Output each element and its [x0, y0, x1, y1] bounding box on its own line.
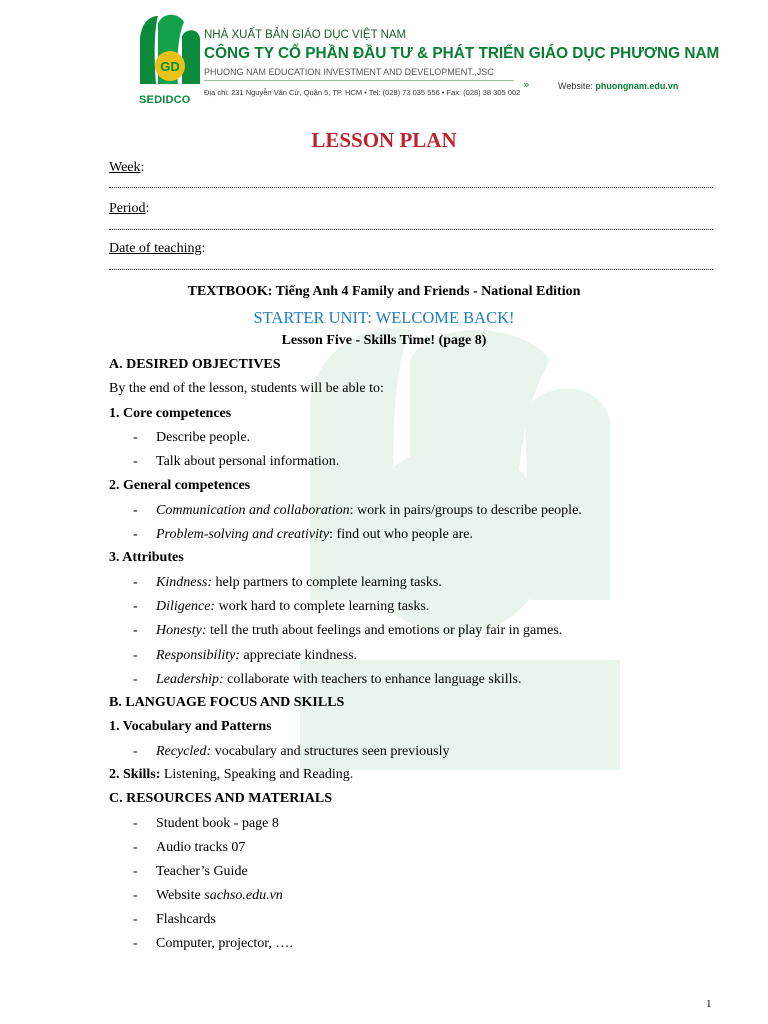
week-field: Week:: [109, 160, 145, 175]
website: [558, 81, 678, 91]
item-label: Kindness:: [156, 575, 212, 590]
list-item: - Flashcards: [133, 912, 216, 927]
skills-text: Listening, Speaking and Reading.: [160, 767, 354, 782]
item-text: appreciate kindness.: [240, 648, 358, 663]
website-label: Website:: [558, 81, 593, 91]
lesson-title: Lesson Five - Skills Time! (page 8): [281, 333, 487, 348]
list-item: - Leadership: collaborate with teachers to enhance language skills.: [133, 672, 522, 687]
general-competences-heading: 2. General competences: [109, 478, 251, 493]
core-competences-heading: 1. Core competences: [109, 406, 232, 421]
textbook-label: TEXTBOOK:: [187, 284, 273, 299]
date-dotted-line[interactable]: [109, 269, 713, 270]
arrow-icon: »: [523, 78, 530, 91]
item-text: tell the truth about feelings and emotions or play fair in games.: [206, 623, 563, 638]
header-divider: [204, 80, 514, 81]
logo-text: SEDIDCO: [139, 94, 191, 106]
letterhead: [138, 10, 720, 110]
list-item: - Kindness: help partners to complete learning tasks.: [133, 575, 442, 590]
objectives-intro: By the end of the lesson, students will be able to:: [109, 381, 384, 396]
resource-text: Computer, projector, ….: [156, 936, 293, 951]
skills-label: 2. Skills:: [109, 767, 161, 782]
textbook-title: Tiếng Anh 4 Family and Friends - National Edition: [275, 284, 581, 299]
item-label: Problem-solving and creativity: [156, 527, 330, 542]
period-dotted-line[interactable]: [109, 229, 713, 230]
vocabulary-heading: 1. Vocabulary and Patterns: [109, 719, 272, 734]
company-name-en: PHUONG NAM EDUCATION INVESTMENT AND DEVELOPMENT.,JSC: [204, 67, 494, 77]
sedidco-logo-icon: [138, 10, 202, 100]
item-label: Recycled:: [156, 744, 212, 759]
page-title: LESSON PLAN: [311, 128, 457, 152]
section-b-heading: B. LANGUAGE FOCUS AND SKILLS: [109, 695, 345, 710]
list-item: - Honesty: tell the truth about feelings and emotions or play fair in games.: [133, 623, 563, 638]
section-a-heading: A. DESIRED OBJECTIVES: [109, 357, 281, 372]
period-label: Period: [109, 201, 146, 216]
item-text: : work in pairs/groups to describe people.: [349, 503, 582, 518]
website-url[interactable]: phuongnam.edu.vn: [595, 81, 679, 91]
attributes-heading: 3. Attributes: [109, 550, 184, 565]
resource-text: Student book - page 8: [156, 816, 279, 831]
item-label: Diligence:: [156, 599, 216, 614]
resource-text: Audio tracks 07: [156, 840, 246, 855]
week-label: Week: [109, 160, 141, 175]
item-text: work hard to complete learning tasks.: [215, 599, 430, 614]
section-c-heading: C. RESOURCES AND MATERIALS: [109, 791, 333, 806]
item-text: help partners to complete learning tasks.: [212, 575, 442, 590]
item-text: : find out who people are.: [329, 527, 473, 542]
item-label: Responsibility:: [156, 648, 240, 663]
resource-text: Website: [156, 888, 205, 903]
resource-text: Flashcards: [156, 912, 216, 927]
item-label: Communication and collaboration: [156, 503, 350, 518]
list-item: - Audio tracks 07: [133, 840, 246, 855]
list-item: - Computer, projector, ….: [133, 936, 293, 951]
list-item: - Talk about personal information.: [133, 454, 340, 469]
address-line: Địa chỉ: 231 Nguyễn Văn Cừ, Quận 5, TP. HCM • Tel: (028) 73 035 556 • Fax: (028) 38 305 002: [204, 88, 521, 97]
skills-line: [109, 767, 353, 783]
item-label: Leadership:: [156, 672, 224, 687]
textbook-line: [0, 284, 768, 300]
list-item: - Diligence: work hard to complete learning tasks.: [133, 599, 430, 614]
date-label: Date of teaching: [109, 241, 202, 256]
list-item: - Problem-solving and creativity: find out who people are.: [133, 527, 473, 542]
item-text: vocabulary and structures seen previously: [211, 744, 450, 759]
resource-text: Teacher’s Guide: [156, 864, 248, 879]
unit-title: STARTER UNIT: WELCOME BACK!: [253, 308, 515, 327]
list-item: - Communication and collaboration: work in pairs/groups to describe people.: [133, 503, 582, 518]
date-field: Date of teaching:: [109, 241, 206, 256]
week-dotted-line[interactable]: [109, 187, 713, 188]
page-number: 1: [706, 998, 712, 1010]
item-label: Honesty:: [156, 623, 207, 638]
list-item: - Teacher’s Guide: [133, 864, 248, 879]
item-text: collaborate with teachers to enhance language skills.: [223, 672, 522, 687]
period-field: Period:: [109, 201, 150, 216]
list-item: - Responsibility: appreciate kindness.: [133, 648, 358, 663]
resource-link[interactable]: sachso.edu.vn: [204, 888, 283, 903]
list-item: - Student book - page 8: [133, 816, 279, 831]
core-item-text: Talk about personal information.: [156, 454, 340, 469]
list-item: - Describe people.: [133, 430, 251, 445]
publisher-name: NHÀ XUẤT BẢN GIÁO DỤC VIỆT NAM: [204, 29, 407, 41]
company-name: CÔNG TY CỔ PHẦN ĐẦU TƯ & PHÁT TRIỂN GIÁO DỤC PHƯƠNG NAM: [204, 45, 720, 62]
list-item: - Website sachso.edu.vn: [133, 888, 283, 903]
list-item: - Recycled: vocabulary and structures seen previously: [133, 744, 450, 759]
logo-mark: GD: [160, 59, 180, 74]
core-item-text: Describe people.: [156, 430, 251, 445]
